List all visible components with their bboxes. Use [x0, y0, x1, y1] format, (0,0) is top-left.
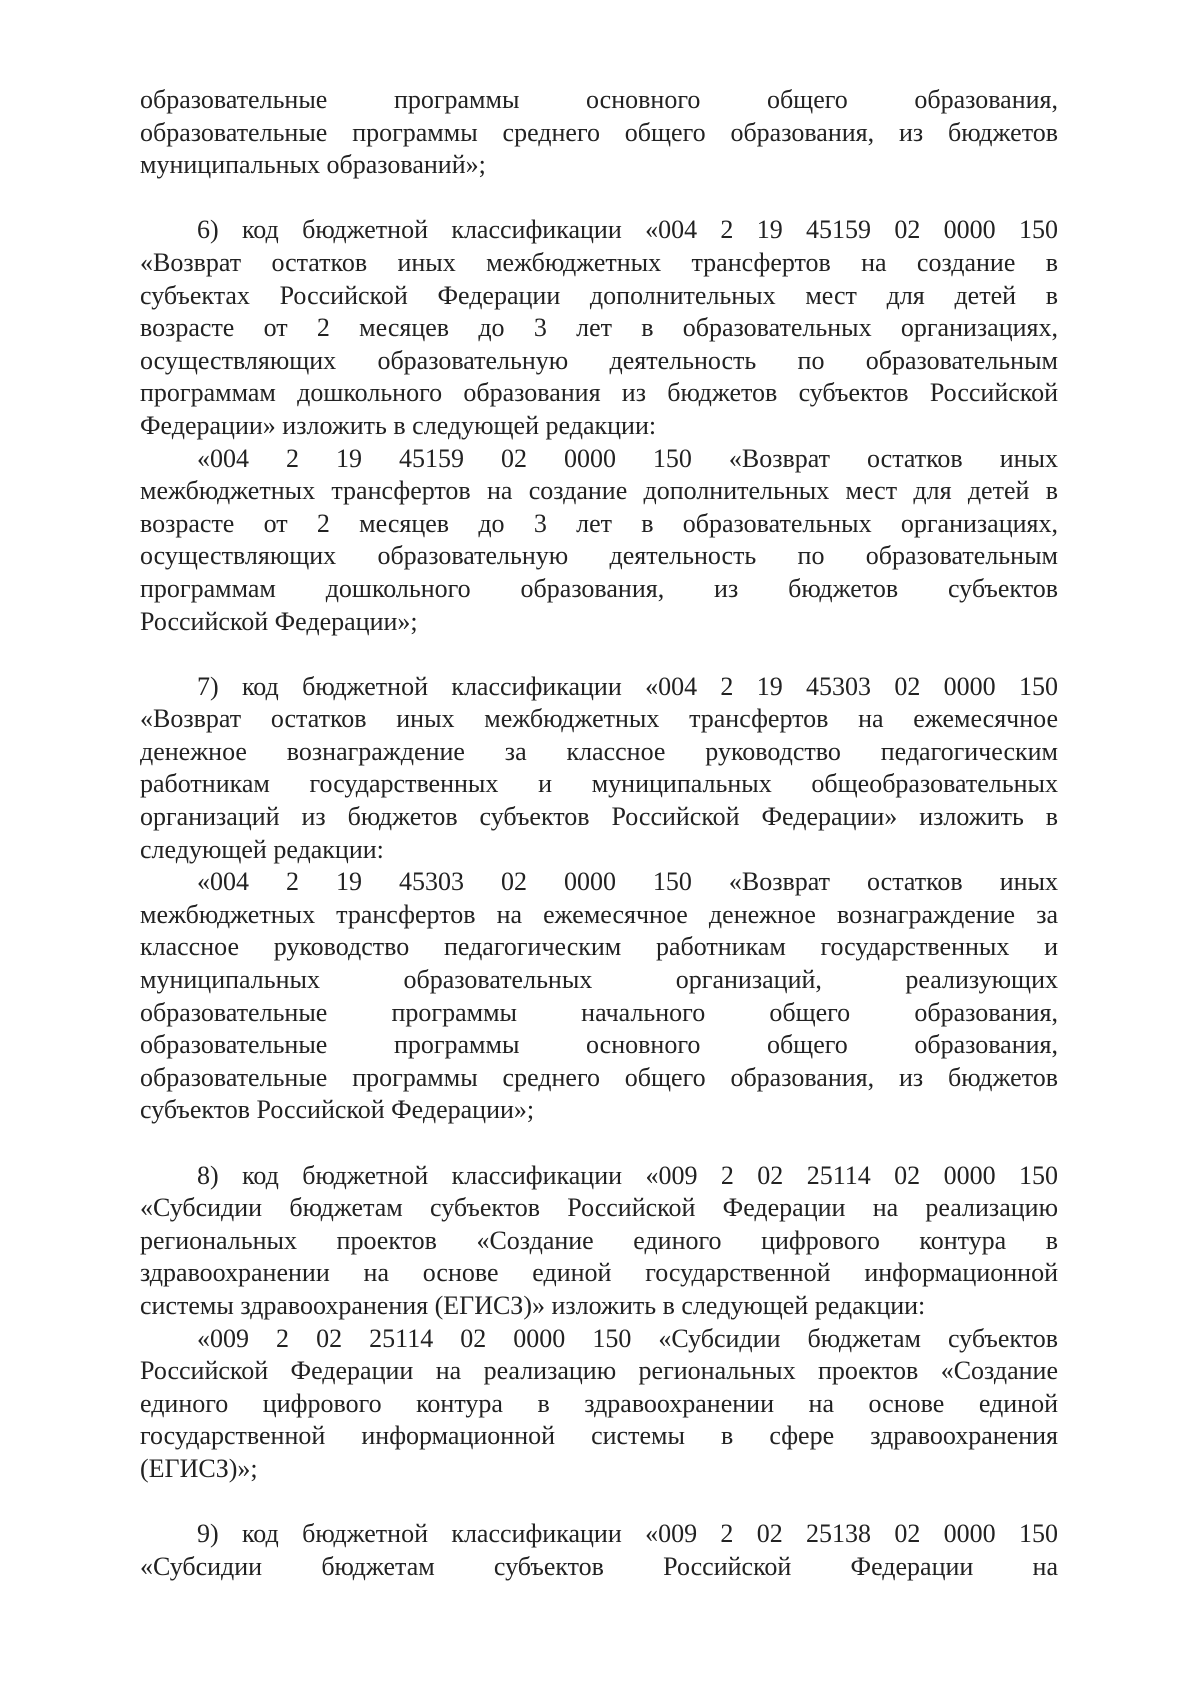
- text-line: возрасте от 2 месяцев до 3 лет в образовательных организациях,: [140, 508, 1058, 538]
- text-line: следующей редакции:: [140, 834, 384, 864]
- text-line: образовательные программы основного общего образования,: [140, 1030, 1058, 1060]
- text-line: межбюджетных трансфертов на создание дополнительных мест для детей в: [140, 476, 1058, 506]
- text-line: программам дошкольного образования из бюджетов субъектов Российской: [140, 378, 1058, 408]
- text-line: «Субсидии бюджетам субъектов Российской Федерации на реализацию: [140, 1193, 1058, 1223]
- text-line: программам дошкольного образования, из бюджетов субъектов: [140, 573, 1058, 603]
- text-line: государственной информационной системы в сфере здравоохранения: [140, 1421, 1058, 1451]
- text-line: системы здравоохранения (ЕГИСЗ)» изложить в следующей редакции:: [140, 1290, 926, 1320]
- text-line: межбюджетных трансфертов на ежемесячное денежное вознаграждение за: [140, 899, 1058, 929]
- text-line: (ЕГИСЗ)»;: [140, 1453, 258, 1483]
- text-line: здравоохранении на основе единой государственной информационной: [140, 1258, 1058, 1288]
- text-line: 9) код бюджетной классификации «009 2 02 25138 02 0000 150: [197, 1519, 1058, 1549]
- paragraph-gap: [140, 1127, 1058, 1160]
- text-line: субъектах Российской Федерации дополнительных мест для детей в: [140, 280, 1058, 310]
- text-line: денежное вознаграждение за классное руководство педагогическим: [140, 736, 1058, 766]
- text-line: организаций из бюджетов субъектов Российской Федерации» изложить в: [140, 802, 1058, 832]
- paragraph-item-8-new-wording: [140, 1323, 1058, 1486]
- text-line: Федерации» изложить в следующей редакции:: [140, 410, 657, 440]
- paragraph-gap: [140, 1486, 1058, 1519]
- text-line: Российской Федерации на реализацию региональных проектов «Создание: [140, 1356, 1058, 1386]
- paragraph-gap: [140, 182, 1058, 215]
- text-line: муниципальных образований»;: [140, 150, 486, 180]
- text-line: «Субсидии бюджетам субъектов Российской Федерации на: [140, 1551, 1058, 1581]
- paragraph-item-9: [140, 1518, 1058, 1583]
- text-line: региональных проектов «Создание единого цифрового контура в: [140, 1225, 1058, 1255]
- text-line: работникам государственных и муниципальных общеобразовательных: [140, 769, 1058, 799]
- paragraph-item-6: [140, 214, 1058, 442]
- text-line: образовательные программы среднего общего образования, из бюджетов: [140, 1062, 1058, 1092]
- text-line: «004 2 19 45303 02 0000 150 «Возврат остатков иных: [197, 867, 1058, 897]
- text-line: «009 2 02 25114 02 0000 150 «Субсидии бюджетам субъектов: [197, 1323, 1058, 1353]
- text-line: классное руководство педагогическим работникам государственных и: [140, 932, 1058, 962]
- text-line: 6) код бюджетной классификации «004 2 19 45159 02 0000 150: [197, 215, 1058, 245]
- text-line: образовательные программы среднего общего образования, из бюджетов: [140, 117, 1058, 147]
- text-line: «004 2 19 45159 02 0000 150 «Возврат остатков иных: [197, 443, 1058, 473]
- text-line: осуществляющих образовательную деятельность по образовательным: [140, 541, 1058, 571]
- paragraph-continuation: [140, 84, 1058, 182]
- text-line: субъектов Российской Федерации»;: [140, 1095, 535, 1125]
- text-line: «Возврат остатков иных межбюджетных трансфертов на ежемесячное: [140, 704, 1058, 734]
- paragraph-gap: [140, 638, 1058, 671]
- text-line: 8) код бюджетной классификации «009 2 02 25114 02 0000 150: [197, 1160, 1058, 1190]
- text-line: единого цифрового контура в здравоохранении на основе единой: [140, 1388, 1058, 1418]
- paragraph-item-7-new-wording: [140, 866, 1058, 1127]
- document-body: [140, 84, 1058, 1583]
- text-line: Российской Федерации»;: [140, 606, 418, 636]
- text-line: образовательные программы основного общего образования,: [140, 85, 1058, 114]
- paragraph-item-7: [140, 671, 1058, 867]
- text-line: муниципальных образовательных организаций, реализующих: [140, 965, 1058, 995]
- text-line: образовательные программы начального общего образования,: [140, 997, 1058, 1027]
- text-line: осуществляющих образовательную деятельность по образовательным: [140, 345, 1058, 375]
- paragraph-item-8: [140, 1160, 1058, 1323]
- text-line: «Возврат остатков иных межбюджетных трансфертов на создание в: [140, 247, 1058, 277]
- text-line: 7) код бюджетной классификации «004 2 19 45303 02 0000 150: [197, 671, 1058, 701]
- paragraph-item-6-new-wording: [140, 443, 1058, 639]
- text-line: возрасте от 2 месяцев до 3 лет в образовательных организациях,: [140, 313, 1058, 343]
